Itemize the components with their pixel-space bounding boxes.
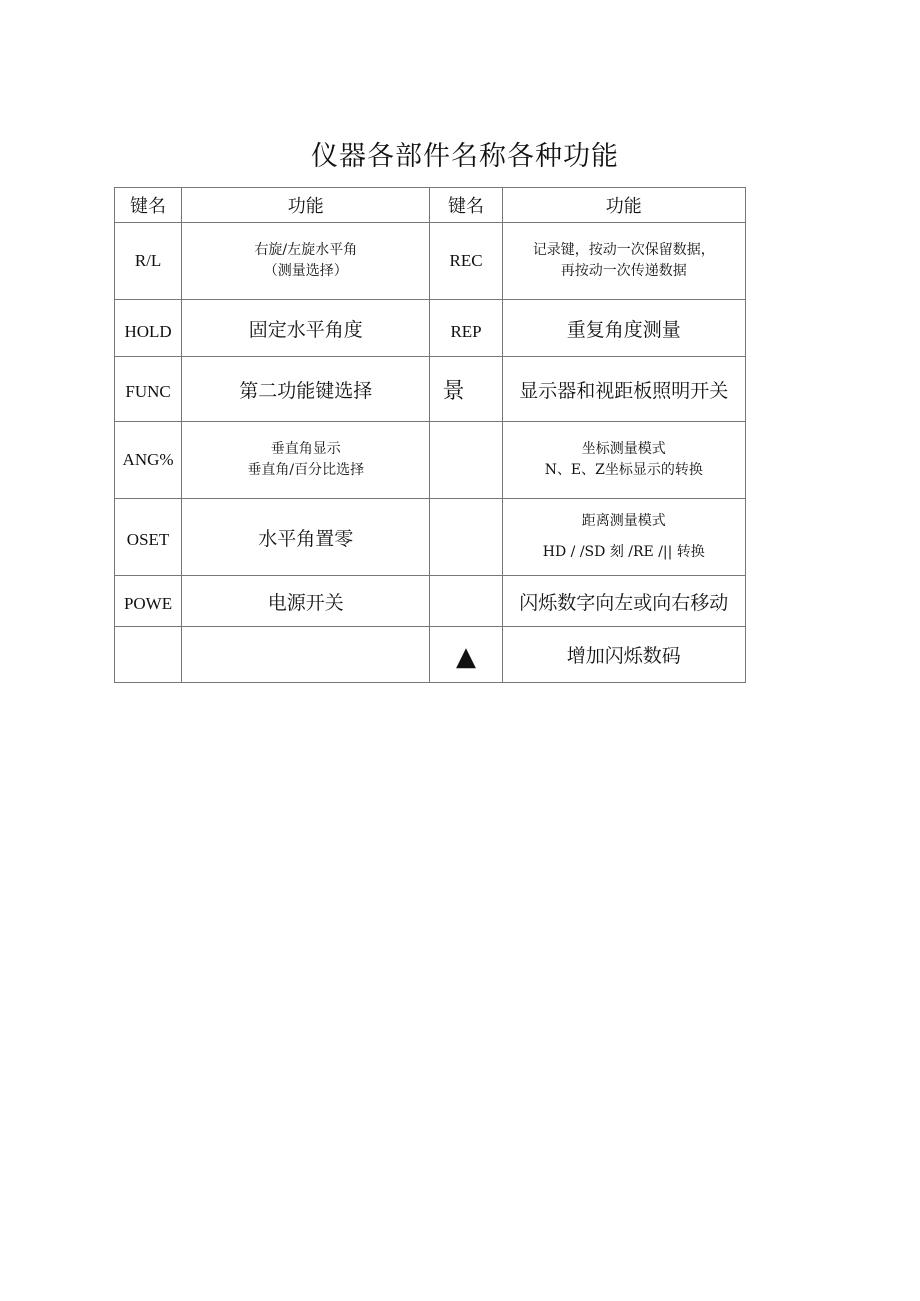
function-cell: 水平角置零: [182, 499, 430, 576]
function-cell: 电源开关: [182, 576, 430, 627]
function-cell: [502, 499, 745, 576]
key-name-cell: [430, 576, 502, 627]
function-cell: [182, 223, 430, 300]
function-cell: 增加闪烁数码: [502, 627, 745, 683]
table-header-row: [115, 188, 746, 223]
header-function-1: 功能: [182, 188, 430, 223]
key-name-cell: [115, 627, 182, 683]
function-cell: [182, 627, 430, 683]
table-row: [115, 627, 746, 683]
key-name-cell: ANG%: [115, 422, 182, 499]
function-text: 再按动一次传递数据: [560, 263, 687, 279]
function-cell: [502, 223, 745, 300]
function-text: 坐标测量模式: [581, 441, 666, 457]
function-text: 垂直角/百分比选择: [247, 462, 365, 478]
table-row: [115, 422, 746, 499]
function-text: HD / /SD 刻 /RE /|| 转换: [542, 544, 705, 560]
key-function-table: [114, 187, 746, 683]
function-text: 垂直角显示: [270, 441, 341, 457]
triangle-up-icon: ▲: [430, 627, 502, 683]
function-cell: [182, 422, 430, 499]
key-name-cell: [430, 422, 502, 499]
key-name-cell: 景: [430, 357, 502, 422]
header-key-1: 键名: [115, 188, 182, 223]
function-cell: 显示器和视距板照明开关: [502, 357, 745, 422]
function-cell: 固定水平角度: [182, 300, 430, 357]
function-cell: [502, 422, 745, 499]
key-name-cell: HOLD: [115, 300, 182, 357]
function-text: 记录键，按动一次保留数据，: [532, 242, 715, 258]
table-row: [115, 300, 746, 357]
function-text: 右旋/左旋水平角: [254, 242, 358, 258]
key-name-cell: FUNC: [115, 357, 182, 422]
header-key-2: 键名: [430, 188, 502, 223]
key-name-cell: R/L: [115, 223, 182, 300]
function-text: 距离测量模式: [581, 513, 666, 529]
table-row: [115, 357, 746, 422]
key-name-cell: POWE: [115, 576, 182, 627]
function-cell: 重复角度测量: [502, 300, 745, 357]
function-text: （测量选择）: [263, 263, 348, 279]
function-text: N、E、Z坐标显示的转换: [544, 462, 703, 478]
table-row: [115, 499, 746, 576]
key-name-cell: OSET: [115, 499, 182, 576]
page-title: 仪器各部件名称各种功能: [311, 141, 619, 172]
function-cell: 第二功能键选择: [182, 357, 430, 422]
function-cell: 闪烁数字向左或向右移动: [502, 576, 745, 627]
key-name-cell: REP: [430, 300, 502, 357]
header-function-2: 功能: [502, 188, 745, 223]
key-name-cell: REC: [430, 223, 502, 300]
key-name-cell: [430, 499, 502, 576]
table-row: [115, 223, 746, 300]
table-row: [115, 576, 746, 627]
